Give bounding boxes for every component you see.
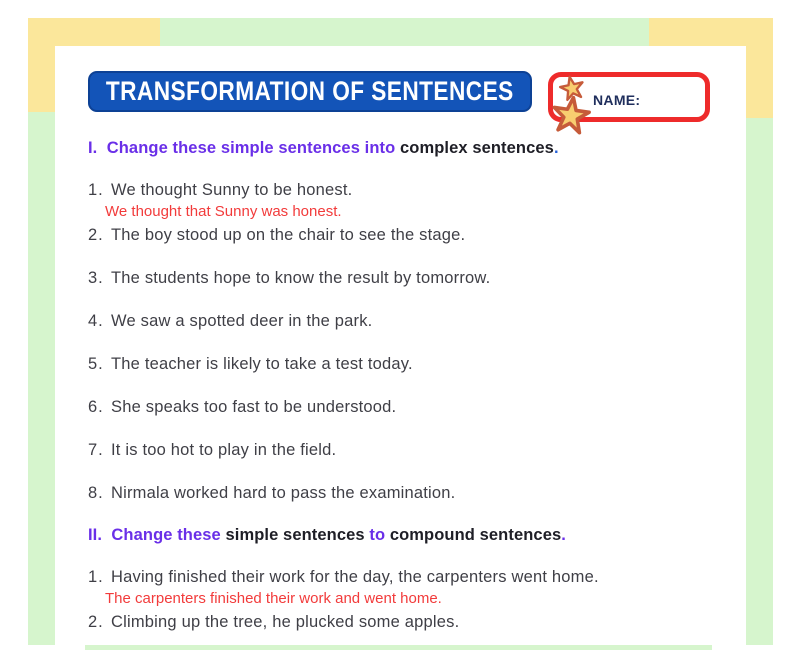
item-number: 1. (88, 181, 104, 199)
name-label: NAME: (593, 92, 641, 108)
item-sentence: It is too hot to play in the field. (111, 441, 337, 459)
frame-band-right-yellow (746, 18, 773, 118)
item-sentence: Having finished their work for the day, the carpenters went home. (111, 568, 599, 586)
section-heading (88, 139, 653, 158)
item-number: 4. (88, 312, 104, 330)
section-heading (88, 526, 653, 545)
heading-part: . (561, 526, 566, 544)
exercise-item (88, 354, 653, 374)
heading-part: complex sentences (400, 139, 554, 157)
item-sentence: We thought Sunny to be honest. (111, 181, 353, 199)
answer-text: We thought that Sunny was honest. (105, 203, 342, 220)
section-items (88, 180, 653, 503)
heading-part: compound sentences (385, 526, 562, 544)
frame-band-right-green (746, 118, 773, 645)
item-number: 2. (88, 226, 104, 244)
exercise-item (88, 483, 653, 503)
item-number: 5. (88, 355, 104, 373)
worksheet-content (88, 139, 653, 655)
item-number: 6. (88, 398, 104, 416)
item-sentence: The teacher is likely to take a test today. (111, 355, 413, 373)
star-icon-large (548, 92, 593, 137)
item-sentence: We saw a spotted deer in the park. (111, 312, 373, 330)
exercise-item (88, 567, 653, 587)
answer-text: The carpenters finished their work and went home. (105, 590, 442, 607)
name-input-area[interactable] (643, 87, 697, 107)
item-sentence: Nirmala worked hard to pass the examination. (111, 484, 456, 502)
exercise-item (88, 180, 653, 200)
item-number: 2. (88, 613, 104, 631)
item-number: 8. (88, 484, 104, 502)
exercise-item (88, 311, 653, 331)
heading-part: . (553, 139, 559, 157)
heading-part: II. Change these (88, 526, 226, 544)
exercise-section (88, 526, 653, 632)
exercise-item (88, 397, 653, 417)
item-sentence: The boy stood up on the chair to see the stage. (111, 226, 466, 244)
page-title: TRANSFORMATION OF SENTENCES (106, 76, 514, 106)
heading-part: I. Change these simple sentences into (88, 139, 400, 157)
item-number: 7. (88, 441, 104, 459)
frame-band-top-green (160, 18, 649, 46)
exercise-item (88, 440, 653, 460)
item-sentence: The students hope to know the result by tomorrow. (111, 269, 491, 287)
item-number: 1. (88, 568, 104, 586)
heading-part: to (369, 526, 386, 544)
frame-band-left-green (28, 112, 55, 645)
exercise-section (88, 139, 653, 503)
item-sentence: She speaks too fast to be understood. (111, 398, 397, 416)
exercise-item (88, 268, 653, 288)
exercise-item (88, 225, 653, 245)
frame-band-left-yellow (28, 18, 55, 112)
heading-part: simple sentences (225, 526, 370, 544)
item-number: 3. (88, 269, 104, 287)
name-box (548, 72, 710, 122)
worksheet-title-bar (88, 71, 532, 112)
item-sentence: Climbing up the tree, he plucked some apples. (111, 613, 460, 631)
exercise-item (88, 612, 653, 632)
section-items (88, 567, 653, 632)
